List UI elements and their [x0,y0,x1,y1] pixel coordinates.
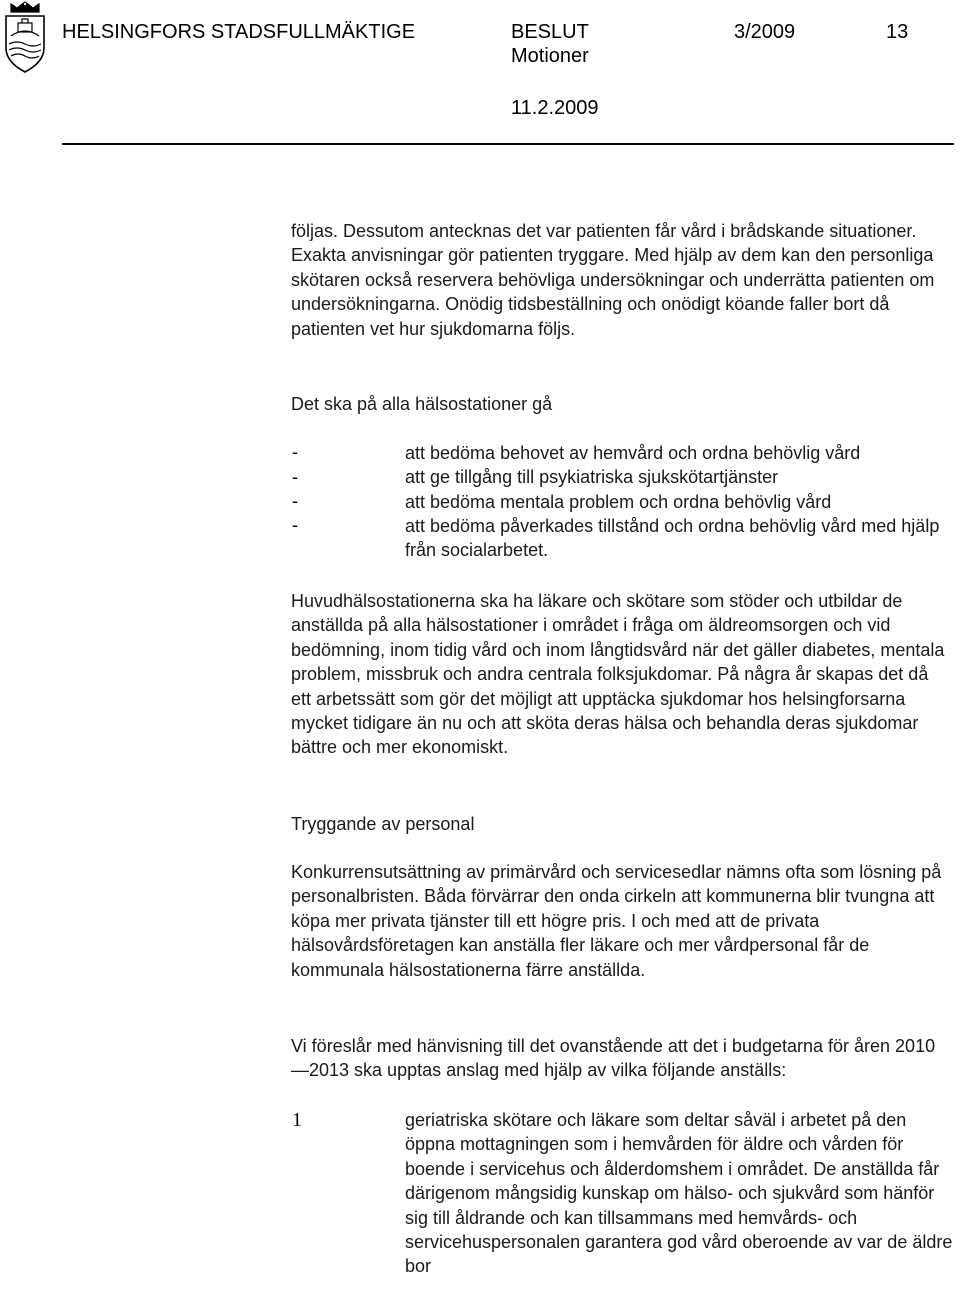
header-date: 11.2.2009 [511,97,599,119]
list-dash-marker: - [292,467,298,487]
numbered-item-marker: 1 [292,1109,302,1131]
header-page-number: 13 [886,21,909,43]
list-item: att bedöma mentala problem och ordna behövlig vård [405,492,832,512]
list-item: att bedöma påverkades tillstånd och ordna behövlig vård med hjälp från socialarbetet. [405,516,940,560]
header-document-type: BESLUT [511,21,589,43]
paragraph-continuation: följas. Dessutom antecknas det var patienten får vård i brådskande situationer. Exakta anvisningar gör patienten tryggare. Med hjälp av dem kan den personliga skötaren också reservera behövliga undersökningar och underrätta patienten om undersökningarna. Onödig tidsbeställning och onödigt köande faller bort då patienten vet hur sjukdomarna följs. [291,221,935,339]
header-section: Motioner [511,45,589,67]
numbered-item-text: geriatriska skötare och läkare som deltar såväl i arbetet på den öppna mottagningen som i hemvården för äldre och vården för boende i servicehus och ålderdomshem i området. De anställda får därigenom mångsidig kunskap om hälso- och sjukvård som hänför sig till åldrande och kan tillsammans med hemvårds- och servicehuspersonalen garantera god vård oberoende av var de äldre bor [405,1110,953,1277]
list-item: att bedöma behovet av hemvård och ordna behövlig vård [405,443,861,463]
coat-of-arms-icon [2,0,48,74]
paragraph-main-health-stations: Huvudhälsostationerna ska ha läkare och skötare som stöder och utbildar de anställda på alla hälsostationer i området i fråga om äldreomsorgen och vid bedömning, inom tidig vård och inom långtidsvård när det gäller diabetes, mentala problem, missbruk och andra centrala folksjukdomar. På några år skapas det då ett arbetssätt som gör det möjligt att upptäcka sjukdomar hos helsingforsarna mycket tidigare än nu och att sköta deras hälsa och behandla deras sjukdomar bättre och mer ekonomiskt. [291,591,945,758]
paragraph-personnel: Konkurrensutsättning av primärvård och servicesedlar nämns ofta som lösning på personalbristen. Båda förvärrar den onda cirkeln att kommunerna blir tvungna att köpa mer privata tjänster till ett högre pris. I och med att de privata hälsovårdsföretagen kan anställa fler läkare och mer vårdpersonal får de kommunala hälsostationerna färre anställda. [291,862,942,980]
header-rule [62,143,954,145]
header-issue-number: 3/2009 [734,21,796,43]
list-item: att ge tillgång till psykiatriska sjukskötartjänster [405,467,779,487]
list-dash-marker: - [292,515,298,535]
header-organization: HELSINGFORS STADSFULLMÄKTIGE [62,21,416,43]
list-dash-marker: - [292,442,298,462]
section-heading: Tryggande av personal [291,814,475,834]
paragraph-proposal: Vi föreslår med hänvisning till det ovanstående att det i budgetarna för åren 2010—2013 ska upptas anslag med hjälp av vilka följande anställs: [291,1036,936,1081]
list-dash-marker: - [292,491,298,511]
paragraph-intro-list: Det ska på alla hälsostationer gå [291,394,553,414]
